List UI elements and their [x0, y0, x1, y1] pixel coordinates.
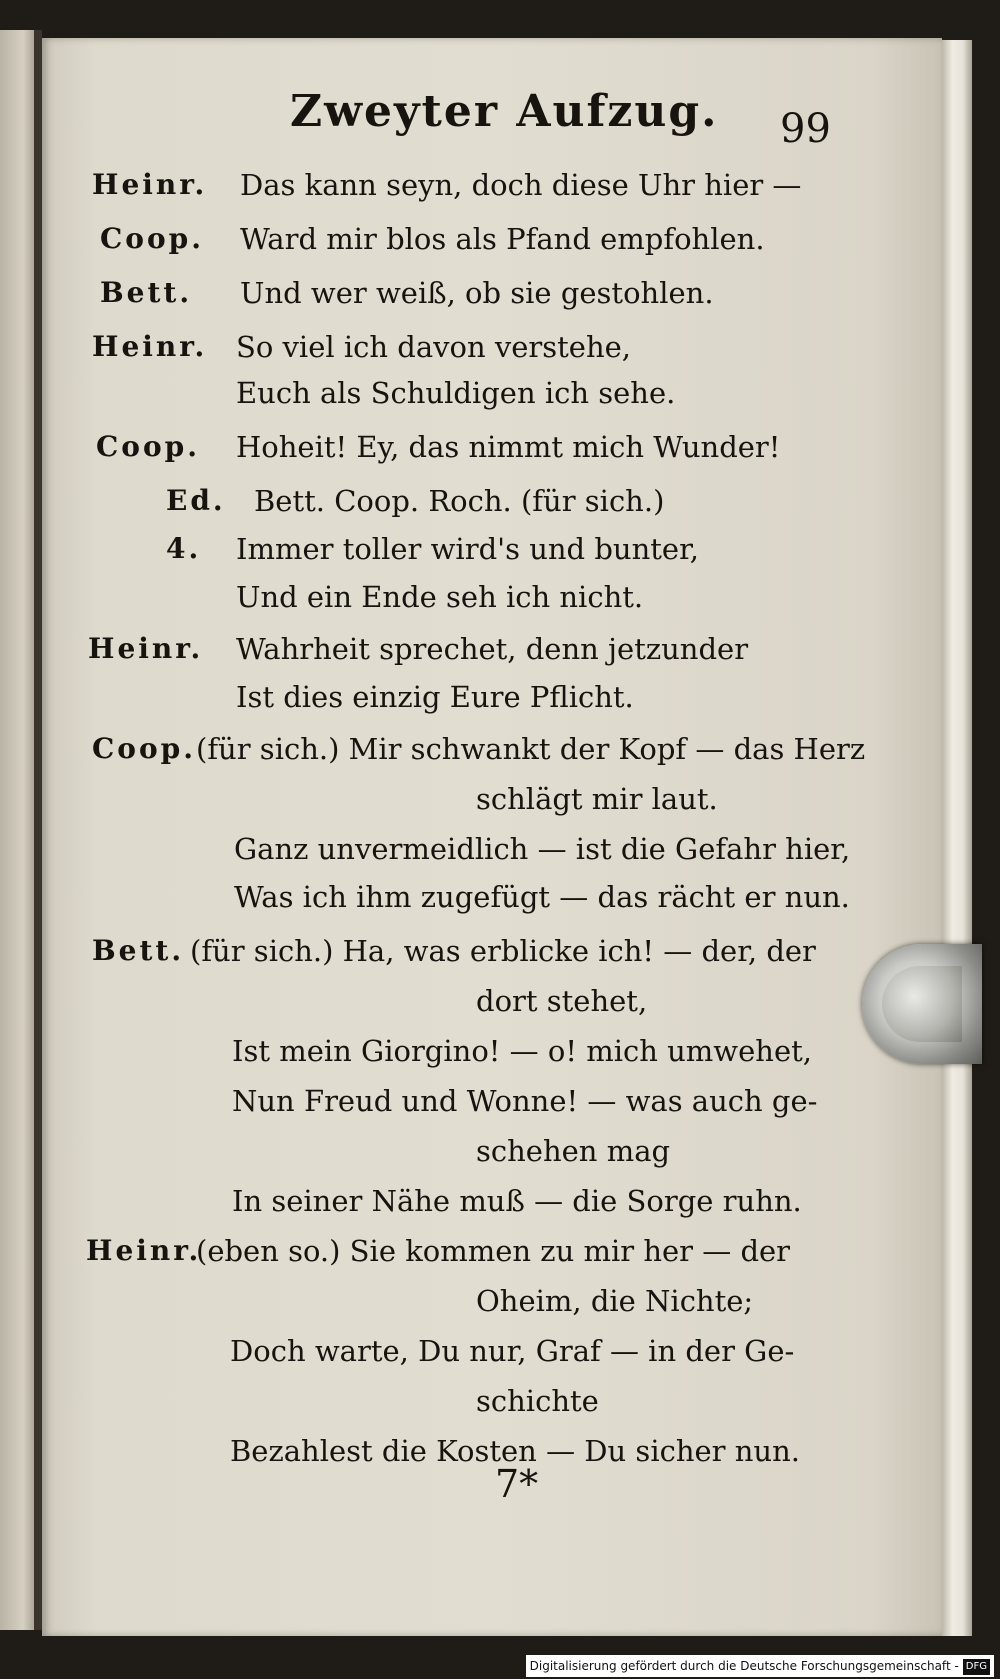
dialogue-line — [0, 1034, 900, 1082]
dialogue-line — [0, 1434, 900, 1482]
line-text: Nun Freud und Wonne! — was auch ge- — [232, 1084, 818, 1118]
dialogue-line — [0, 222, 900, 270]
dialogue-line — [0, 580, 900, 628]
dialogue-line — [0, 1384, 900, 1432]
dialogue-line — [0, 276, 900, 324]
speaker-label: Ed. — [166, 484, 226, 517]
line-text: schichte — [476, 1384, 599, 1418]
dialogue-line — [0, 484, 900, 532]
dialogue-line — [0, 1084, 900, 1132]
line-text: Was ich ihm zugefügt — das rächt er nun. — [234, 880, 850, 914]
speaker-label: Heinr. — [88, 632, 204, 665]
dialogue-line — [0, 1234, 900, 1282]
line-text: (eben so.) Sie kommen zu mir her — der — [196, 1234, 791, 1268]
speaker-label: Bett. — [92, 934, 185, 967]
dialogue-line — [0, 532, 900, 580]
dialogue-line — [0, 632, 900, 680]
line-text: Und ein Ende seh ich nicht. — [236, 580, 644, 614]
line-text: Doch warte, Du nur, Graf — in der Ge- — [230, 1334, 795, 1368]
line-text: dort stehet, — [476, 984, 648, 1018]
dialogue-line — [0, 732, 900, 780]
speaker-label: Coop. — [100, 222, 204, 255]
page-number: 99 — [780, 106, 831, 152]
line-text: Euch als Schuldigen ich sehe. — [236, 376, 676, 410]
dialogue-line — [0, 430, 900, 478]
signature-mark: 7* — [495, 1462, 539, 1506]
line-text: So viel ich davon verstehe, — [236, 330, 632, 364]
line-text: Immer toller wird's und bunter, — [236, 532, 699, 566]
line-text: schehen mag — [476, 1134, 671, 1168]
line-text: Oheim, die Nichte; — [476, 1284, 754, 1318]
page-clip-inner — [882, 966, 962, 1042]
dialogue-line — [0, 680, 900, 728]
dialogue-line — [0, 1134, 900, 1182]
line-text: Ward mir blos als Pfand empfohlen. — [240, 222, 765, 256]
dialogue-line — [0, 880, 900, 928]
line-text: Ganz unvermeidlich — ist die Gefahr hier, — [234, 832, 851, 866]
speaker-label: Coop. — [92, 732, 196, 765]
line-text: Und wer weiß, ob sie gestohlen. — [240, 276, 714, 310]
dialogue-line — [0, 168, 900, 216]
speaker-label: Heinr. — [92, 168, 208, 201]
running-title: Zweyter Aufzug. — [290, 86, 719, 137]
line-text: Wahrheit sprechet, denn jetzunder — [236, 632, 749, 666]
dialogue-line — [0, 782, 900, 830]
line-text: In seiner Nähe muß — die Sorge ruhn. — [232, 1184, 802, 1218]
speaker-label: Heinr. — [86, 1234, 202, 1267]
dialogue-line — [0, 376, 900, 424]
line-text: schlägt mir laut. — [476, 782, 718, 816]
line-text: Bett. Coop. Roch. (für sich.) — [254, 484, 665, 518]
line-text: Hoheit! Ey, das nimmt mich Wunder! — [236, 430, 781, 464]
footer-text: Digitalisierung gefördert durch die Deutsche Forschungsgemeinschaft - — [529, 1659, 959, 1673]
line-text: Ist dies einzig Eure Pflicht. — [236, 680, 634, 714]
speaker-label: 4. — [166, 532, 202, 565]
dialogue-line — [0, 934, 900, 982]
dialogue-line — [0, 1334, 900, 1382]
speaker-label: Bett. — [100, 276, 193, 309]
dfg-logo: DFG — [963, 1659, 990, 1675]
dialogue-line — [0, 330, 900, 378]
dialogue-line — [0, 984, 900, 1032]
dialogue-line — [0, 832, 900, 880]
line-text: Das kann seyn, doch diese Uhr hier — — [240, 168, 802, 202]
line-text: Bezahlest die Kosten — Du sicher nun. — [230, 1434, 801, 1468]
speaker-label: Coop. — [96, 430, 200, 463]
line-text: (für sich.) Mir schwankt der Kopf — das Herz — [196, 732, 866, 766]
digitization-footer — [526, 1655, 994, 1677]
line-text: Ist mein Giorgino! — o! mich umwehet, — [232, 1034, 812, 1068]
page-stack-edge — [942, 40, 972, 1636]
dialogue-line — [0, 1184, 900, 1232]
line-text: (für sich.) Ha, was erblicke ich! — der, der — [190, 934, 816, 968]
speaker-label: Heinr. — [92, 330, 208, 363]
dialogue-line — [0, 1284, 900, 1332]
